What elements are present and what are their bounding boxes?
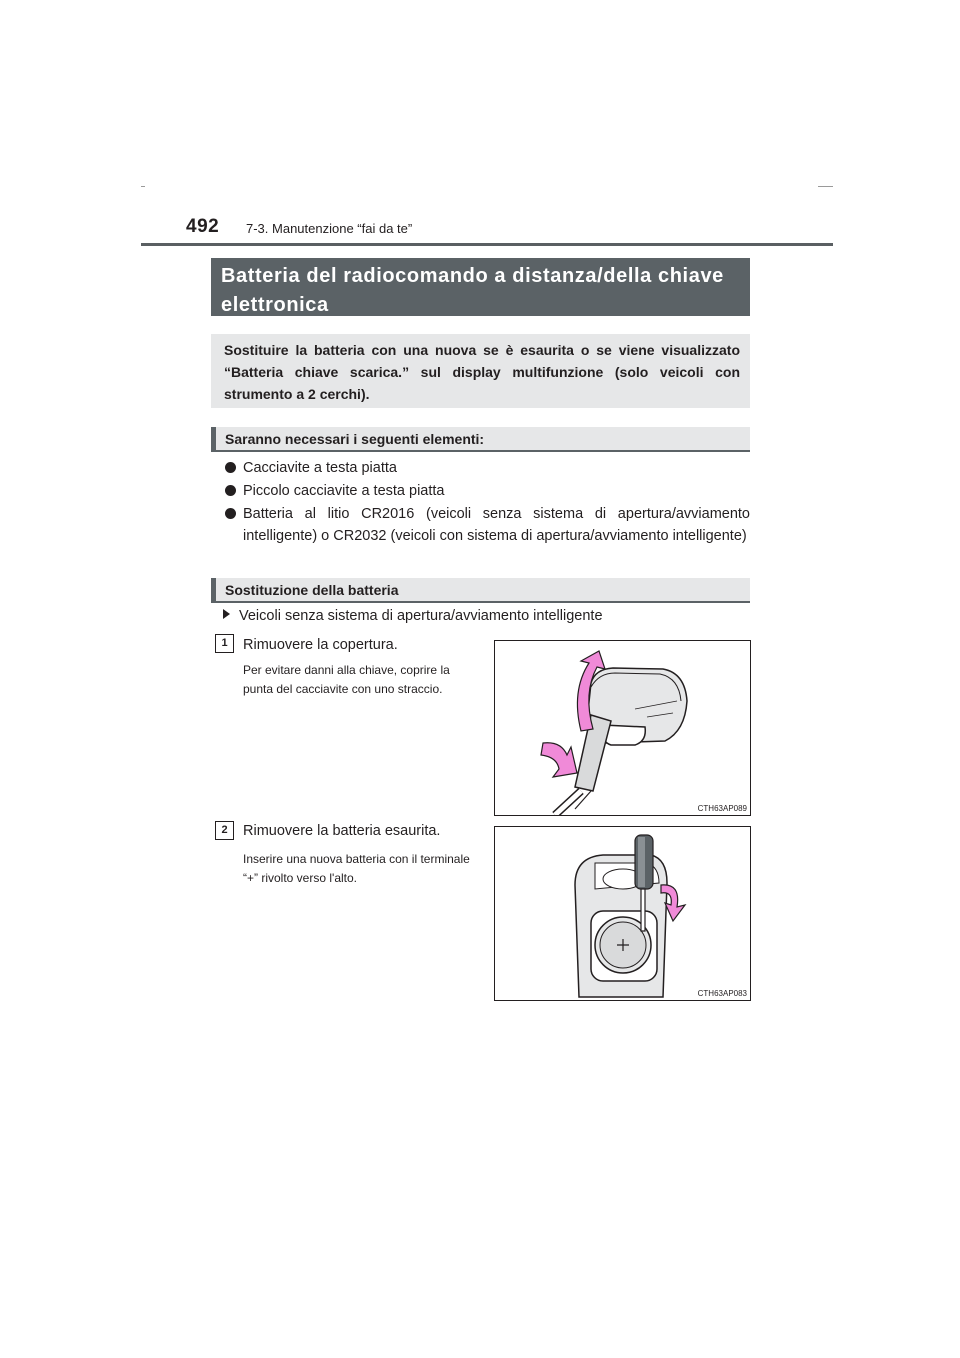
list-item: Piccolo cacciavite a testa piatta — [211, 480, 750, 502]
section-label: 7-3. Manutenzione “fai da te” — [246, 221, 413, 236]
page-title: Batteria del radiocomando a distanza/della chiave elettronica — [211, 258, 750, 316]
step-2-note: Inserire una nuova batteria con il terminale “+” rivolto verso l'alto. — [243, 852, 470, 885]
step-number-1: 1 — [215, 634, 234, 653]
arrow-down-icon — [541, 743, 577, 777]
list-item: Batteria al litio CR2016 (veicoli senza sistema di apertura/avviamento intelligente) o CR2032 (veicoli con sistema di apertura/avviamento intelligente) — [211, 503, 750, 547]
crop-mark-left — [141, 186, 145, 187]
bullet-icon — [225, 462, 236, 473]
figure-remove-cover — [494, 640, 751, 816]
crop-mark-right — [818, 186, 833, 187]
bullet-icon — [225, 508, 236, 519]
replacement-heading: Sostituzione della batteria — [211, 578, 750, 603]
step-number-2: 2 — [215, 821, 234, 840]
battery-illustration — [495, 827, 750, 1000]
figure-code: CTH63AP083 — [697, 989, 747, 998]
required-items-heading: Saranno necessari i seguenti elementi: — [211, 427, 750, 452]
bullet-icon — [225, 485, 236, 496]
variant-label: Veicoli senza sistema di apertura/avviamento intelligente — [223, 608, 603, 624]
required-items-list — [211, 457, 750, 548]
key-cover-illustration — [495, 641, 750, 815]
header-rule — [141, 243, 833, 246]
list-item: Cacciavite a testa piatta — [211, 457, 750, 479]
step-1-title: Rimuovere la copertura. — [243, 637, 398, 653]
intro-text: Sostituire la batteria con una nuova se è esaurita o se viene visualizzato “Batteria chiave scarica.” sul display multifunzione (solo veicoli con strumento a 2 cerchi). — [211, 334, 750, 408]
figure-remove-battery — [494, 826, 751, 1001]
step-1-note: Per evitare danni alla chiave, coprire la punta del cacciavite con uno straccio. — [243, 663, 450, 696]
step-2-title: Rimuovere la batteria esaurita. — [243, 823, 441, 839]
triangle-right-icon — [223, 609, 230, 619]
page-number: 492 — [186, 216, 220, 237]
figure-code: CTH63AP089 — [697, 804, 747, 813]
